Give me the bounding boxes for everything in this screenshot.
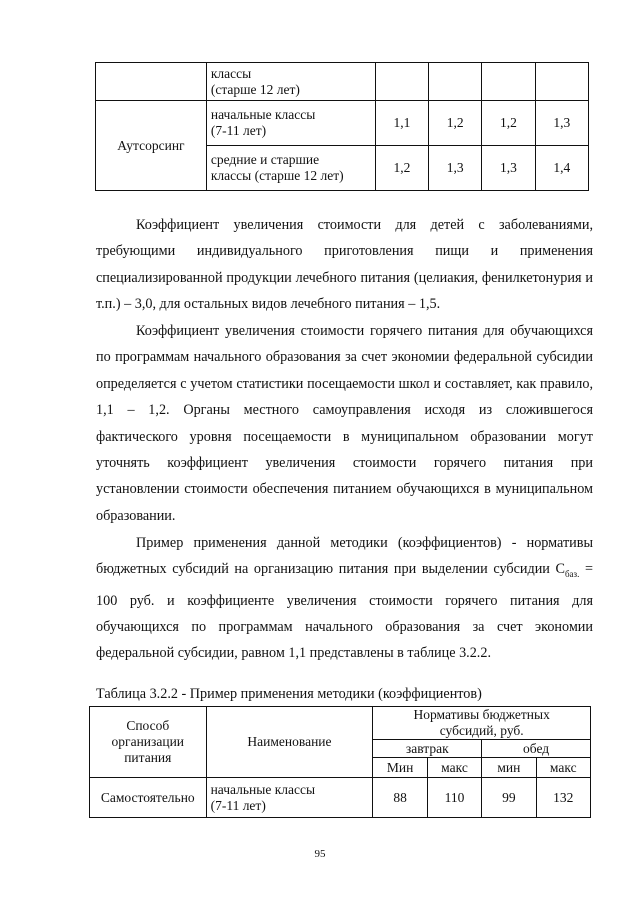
header-max: макс bbox=[536, 758, 590, 778]
value-cell bbox=[535, 63, 588, 101]
category-cell: начальные классы (7-11 лет) bbox=[206, 101, 375, 146]
value-cell: 1,4 bbox=[535, 146, 588, 191]
value-cell: 132 bbox=[536, 778, 590, 818]
header-breakfast: завтрак bbox=[373, 740, 482, 758]
method-cell: Самостоятельно bbox=[90, 778, 207, 818]
coefficients-table bbox=[95, 62, 589, 191]
paragraph: Коэффициент увеличения стоимости горячего питания для обучающихся по программам начального образования за счет экономии федеральной субсидии определяется с учетом статистики посещаемости школ и составляет, как правило, 1,1 – 1,2. Органы местного самоуправления исходя из сложившегося фактического уровня посещаемости в муниципальном образовании могут уточнять коэффициент увеличения стоимости горячего питания при установлении стоимости обеспечения питанием обучающихся в муниципальном образовании. bbox=[96, 323, 593, 524]
example-table bbox=[89, 706, 591, 818]
header-min: Мин bbox=[373, 758, 427, 778]
table-row bbox=[96, 63, 589, 101]
category-cell: классы (старше 12 лет) bbox=[206, 63, 375, 101]
value-cell: 1,3 bbox=[482, 146, 535, 191]
value-cell: 1,3 bbox=[535, 101, 588, 146]
header-lunch: обед bbox=[482, 740, 591, 758]
value-cell: 110 bbox=[427, 778, 481, 818]
empty-cell bbox=[96, 63, 207, 101]
paragraph: Пример применения данной методики (коэффициентов) - нормативы бюджетных субсидий на организацию питания при выделении субсидии $С_{баз.} = 100$ руб. и коэффициенте увеличения стоимости горячего питания для обучающихся по программам начального образования за счет экономии федеральной субсидии, равном 1,1 представлены в таблице 3.2.2. bbox=[96, 535, 593, 662]
value-cell bbox=[429, 63, 482, 101]
value-cell: 1,2 bbox=[482, 101, 535, 146]
value-cell: 1,2 bbox=[375, 146, 428, 191]
c-symbol: С bbox=[555, 561, 565, 578]
header-norms: Нормативы бюджетных субсидий, руб. bbox=[373, 707, 591, 740]
table-row bbox=[96, 101, 589, 146]
category-cell: средние и старшие классы (старше 12 лет) bbox=[206, 146, 375, 191]
c-subscript: баз. bbox=[564, 569, 580, 580]
header-max: макс bbox=[427, 758, 481, 778]
name-cell: начальные классы (7-11 лет) bbox=[206, 778, 373, 818]
table-row bbox=[90, 778, 591, 818]
value-cell: 88 bbox=[373, 778, 427, 818]
value-cell: 1,3 bbox=[429, 146, 482, 191]
value-cell: 1,2 bbox=[429, 101, 482, 146]
header-min: мин bbox=[482, 758, 536, 778]
table-caption: Таблица 3.2.2 - Пример применения методики (коэффициентов) bbox=[96, 686, 482, 702]
header-method: Способ организации питания bbox=[90, 707, 207, 778]
value-cell bbox=[482, 63, 535, 101]
group-label-cell: Аутсорсинг bbox=[96, 101, 207, 191]
header-name: Наименование bbox=[206, 707, 373, 778]
page-number: 95 bbox=[314, 848, 326, 860]
paragraph: Коэффициент увеличения стоимости для детей с заболеваниями, требующими индивидуального приготовления пищи и применения специализированной продукции лечебного питания (целиакия, фенилкетонурия и т.п.) – 3,0, для остальных видов лечебного питания – 1,5. bbox=[96, 217, 593, 313]
table-header-row bbox=[90, 707, 591, 740]
value-cell bbox=[375, 63, 428, 101]
value-cell: 99 bbox=[482, 778, 536, 818]
value-cell: 1,1 bbox=[375, 101, 428, 146]
